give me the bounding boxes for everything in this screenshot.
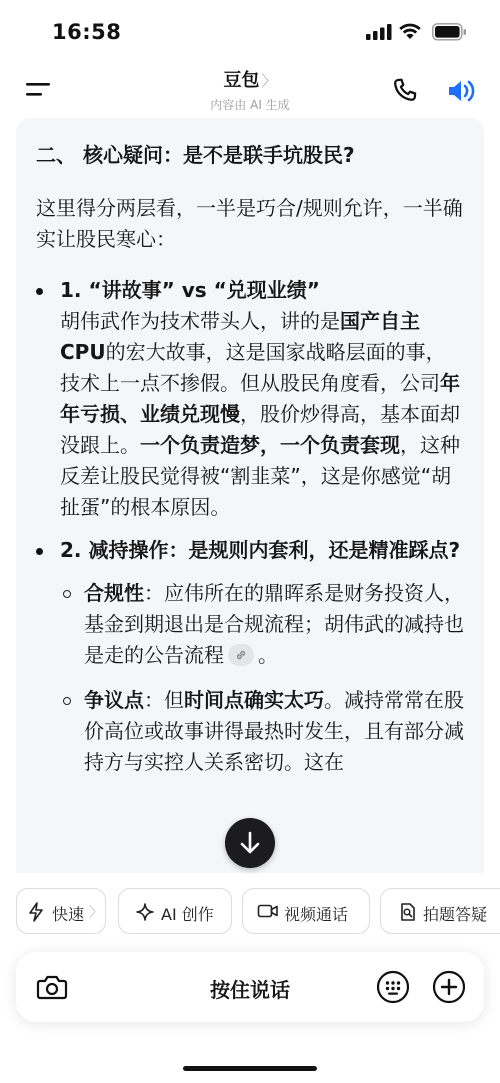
message-content: [36, 140, 464, 792]
chip-label: 快速: [52, 905, 85, 924]
sub-item-controversy: [36, 685, 464, 778]
chip-label: AI 创作: [161, 905, 214, 924]
list-item-body: [60, 306, 464, 523]
speaker-icon[interactable]: [446, 76, 478, 106]
bullet-dot: [36, 288, 43, 295]
chip-label: 拍题答疑: [423, 905, 488, 924]
list-item-title: 2. 减持操作：是规则内套利，还是精准踩点?: [60, 538, 461, 562]
quick-action-chips: [16, 888, 500, 936]
battery-icon: [432, 23, 468, 41]
chip-quick-mode[interactable]: [16, 888, 106, 934]
chat-header: [0, 62, 500, 114]
chat-title-area[interactable]: [150, 66, 350, 113]
sub-item-text: ：应伟所在的鼎晖系是财务投资人，基金到期退出是合规流程；胡伟武的减持也是走的公告流程: [84, 581, 464, 667]
list-item-reduction: [36, 535, 464, 566]
chip-ai-create[interactable]: [118, 888, 232, 934]
chevron-right-icon: 〉: [89, 905, 103, 921]
chip-video-call[interactable]: [242, 888, 370, 934]
scan-icon: [397, 902, 417, 922]
menu-icon[interactable]: [24, 80, 54, 100]
voice-input-bar: [16, 952, 484, 1022]
hold-to-talk-button[interactable]: 按住说话: [210, 978, 290, 1002]
reference-link-icon[interactable]: [228, 644, 254, 666]
sub-item-label: 争议点: [84, 688, 144, 712]
home-indicator: [183, 1066, 317, 1071]
body-text: ，股价炒得高，基本面却没跟上。: [60, 402, 460, 457]
lightning-icon: [27, 902, 45, 922]
body-text: ，这种反差让股民觉得被“割韭菜”，这是你感觉“胡扯蛋”的根本原因。: [60, 433, 460, 519]
phone-call-icon[interactable]: [390, 76, 420, 106]
status-time: 16:58: [52, 20, 122, 44]
cellular-signal-icon: [366, 24, 392, 40]
list-item-title: 1. “讲故事” vs “兑现业绩”: [60, 278, 320, 302]
list-item-storytelling: [36, 275, 464, 523]
sub-item-bold: 时间点确实太巧: [184, 688, 324, 712]
sub-item-text: 。减持常常在股价高位或故事讲得最热时发生，且有部分减持方与实控人关系密切。这在: [84, 688, 464, 774]
ai-generated-note: 内容由 AI 生成: [210, 98, 290, 112]
body-text: 胡伟武作为技术带头人，讲的是: [60, 309, 340, 333]
arrow-down-icon: [239, 831, 261, 855]
section-heading: 二、 核心疑问：是不是联手坑股民?: [36, 143, 355, 167]
chip-photo-question[interactable]: [380, 888, 500, 934]
sub-item-end: 。: [258, 643, 278, 667]
wifi-icon: [398, 22, 422, 40]
sub-bullet-ring: [63, 590, 71, 598]
body-bold: 国产自主CPU: [60, 309, 420, 364]
keypad-icon[interactable]: [376, 970, 410, 1004]
plus-icon[interactable]: [432, 970, 466, 1004]
camera-icon[interactable]: [36, 972, 68, 1002]
body-text: 的宏大故事，这是国家战略层面的事，技术上一点不掺假。但从股民角度看，公司: [60, 340, 446, 395]
title-chevron-icon: 〉: [261, 72, 277, 90]
sub-item-compliance: [36, 578, 464, 671]
bot-name[interactable]: [150, 66, 350, 92]
chip-label: 视频通话: [284, 905, 349, 924]
sub-item-label: 合规性: [84, 581, 144, 605]
bot-name-label: 豆包: [223, 70, 260, 91]
sparkle-icon: [135, 902, 155, 922]
body-bold: 一个负责造梦，一个负责套现: [140, 433, 400, 457]
body-bold: 年年亏损、业绩兑现慢: [60, 371, 460, 426]
intro-paragraph: 这里得分两层看，一半是巧合/规则允许，一半确实让股民寒心：: [36, 196, 463, 251]
video-icon: [257, 902, 279, 920]
scroll-to-bottom-button[interactable]: [225, 818, 275, 868]
sub-bullet-ring: [63, 697, 71, 705]
bullet-dot: [36, 548, 43, 555]
sub-item-text: ：但: [144, 688, 184, 712]
status-bar: [0, 0, 500, 60]
ai-message-card: [16, 118, 484, 873]
